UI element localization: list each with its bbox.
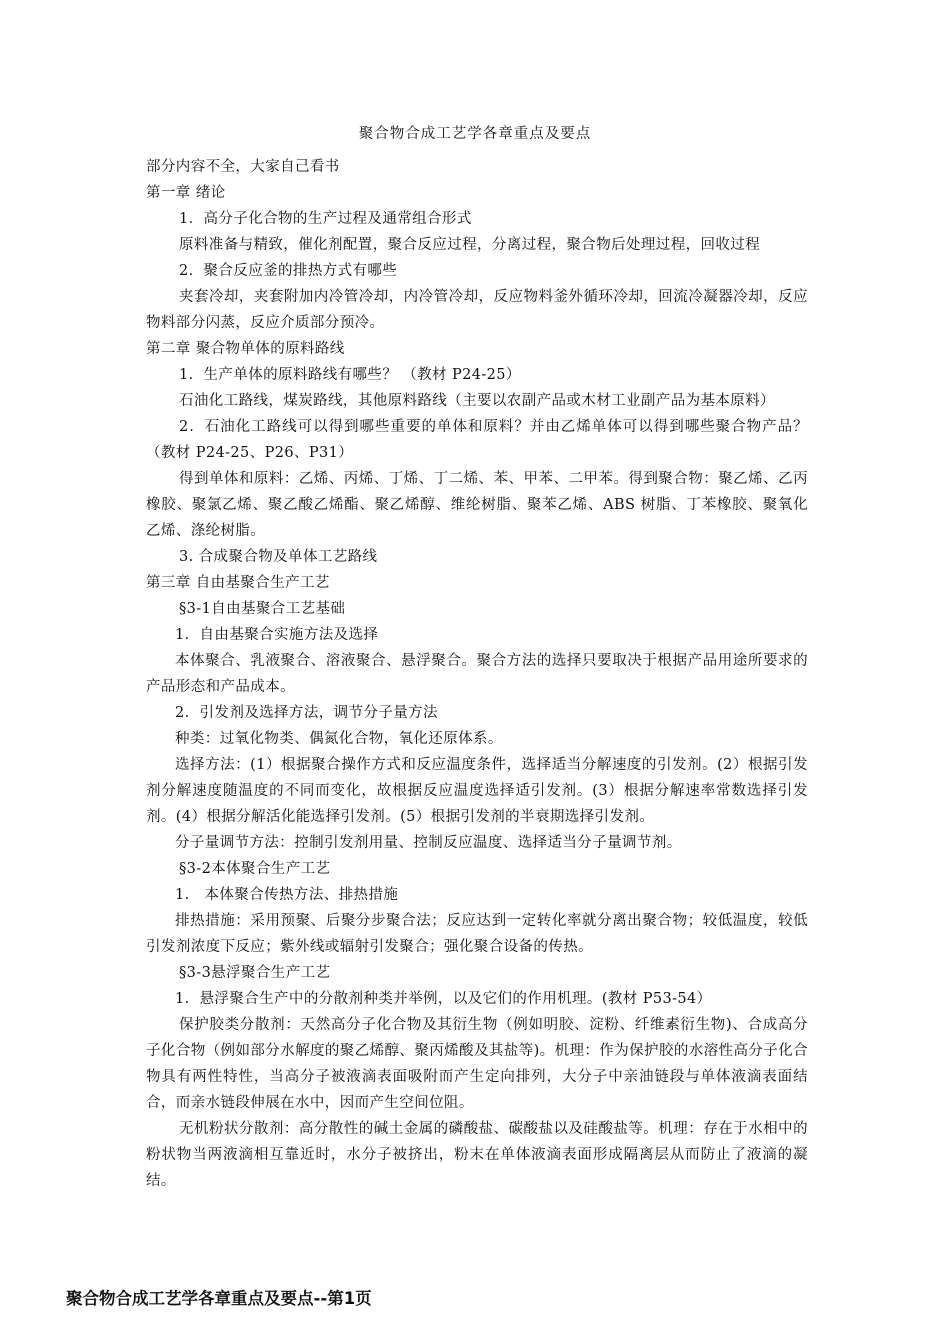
- document-paragraph: 1．高分子化合物的生产过程及通常组合形式: [179, 211, 472, 227]
- document-paragraph: 2．石油化工路线可以得到哪些重要的单体和原料？并由乙烯单体可以得到哪些聚合物产品？（教材 P24-25、P26、P31）: [146, 419, 808, 461]
- document-paragraph: 3. 合成聚合物及单体工艺路线: [179, 549, 378, 565]
- document-paragraph: 第一章 绪论: [146, 185, 226, 201]
- document-paragraph: 第二章 聚合物单体的原料路线: [146, 341, 345, 357]
- document-paragraph: 选择方法：(1）根据聚合操作方式和反应温度条件，选择适当分解速度的引发剂。(2）根据引发剂分解速度随温度的不同而变化，故根据反应温度选择适引发剂。(3）根据分解速率常数选择引发剂。(4）根据分解活化能选择引发剂。(5）根据引发剂的半衰期选择引发剂。: [146, 757, 808, 825]
- document-paragraph: 2．聚合反应釜的排热方式有哪些: [179, 263, 398, 279]
- document-body: [146, 154, 808, 1194]
- document-paragraph: 1．生产单体的原料路线有哪些？ （教材 P24-25）: [179, 367, 521, 383]
- document-paragraph: 原料准备与精致，催化剂配置，聚合反应过程，分离过程，聚合物后处理过程，回收过程: [179, 237, 761, 253]
- document-paragraph: §3-2本体聚合生产工艺: [179, 861, 331, 877]
- document-paragraph: 本体聚合、乳液聚合、溶液聚合、悬浮聚合。聚合方法的选择只要取决于根据产品用途所要求的产品形态和产品成本。: [146, 653, 808, 695]
- document-paragraph: 1．自由基聚合实施方法及选择: [175, 627, 379, 643]
- document-paragraph: 保护胶类分散剂：天然高分子化合物及其衍生物（例如明胶、淀粉、纤维素衍生物)、合成高分子化合物（例如部分水解度的聚乙烯醇、聚丙烯酸及其盐等)。机理：作为保护胶的水溶性高分子化合物具有两性特性，当高分子被液滴表面吸附而产生定向排列，大分子中亲油链段与单体液滴表面结合，而亲水链段伸展在水中，因而产生空间位阻。: [146, 1017, 808, 1111]
- document-title: 聚合物合成工艺学各章重点及要点: [358, 126, 592, 142]
- document-paragraph: 排热措施：采用预聚、后聚分步聚合法；反应达到一定转化率就分离出聚合物；较低温度，较低引发剂浓度下反应；紫外线或辐射引发聚合；强化聚合设备的传热。: [146, 913, 808, 955]
- document-paragraph: 分子量调节方法：控制引发剂用量、控制反应温度、选择适当分子量调节剂。: [175, 835, 682, 851]
- page-footer: 聚合物合成工艺学各章重点及要点--第1页: [66, 1289, 372, 1308]
- document-paragraph: 第三章 自由基聚合生产工艺: [146, 575, 330, 591]
- document-paragraph: 夹套冷却，夹套附加内冷管冷却，内冷管冷却，反应物料釜外循环冷却，回流冷凝器冷却，反应物料部分闪蒸，反应介质部分预冷。: [146, 289, 808, 331]
- document-paragraph: §3-1自由基聚合工艺基础: [179, 601, 346, 617]
- document-paragraph: §3-3悬浮聚合生产工艺: [179, 965, 331, 981]
- document-paragraph: 2．引发剂及选择方法，调节分子量方法: [175, 705, 438, 721]
- document-paragraph: 无机粉状分散剂：高分散性的碱土金属的磷酸盐、碳酸盐以及硅酸盐等。机理：存在于水相中的粉状物当两液滴相互靠近时，水分子被挤出，粉末在单体液滴表面形成隔离层从而防止了液滴的凝结。: [146, 1121, 808, 1189]
- document-paragraph: 1．悬浮聚合生产中的分散剂种类并举例，以及它们的作用机理。(教材 P53-54）: [175, 991, 712, 1007]
- document-paragraph: 1． 本体聚合传热方法、排热措施: [175, 887, 399, 903]
- document-paragraph: 种类：过氧化物类、偶氮化合物，氧化还原体系。: [175, 731, 503, 747]
- document-paragraph: 得到单体和原料：乙烯、丙烯、丁烯、丁二烯、苯、甲苯、二甲苯。得到聚合物：聚乙烯、乙丙橡胶、聚氯乙烯、聚乙酸乙烯酯、聚乙烯醇、维纶树脂、聚苯乙烯、ABS 树脂、丁苯橡胶、聚氧化乙烯、涤纶树脂。: [146, 471, 808, 539]
- document-paragraph: 部分内容不全，大家自己看书: [146, 159, 340, 175]
- document-paragraph: 石油化工路线，煤炭路线，其他原料路线（主要以农副产品或木材工业副产品为基本原料）: [179, 393, 775, 409]
